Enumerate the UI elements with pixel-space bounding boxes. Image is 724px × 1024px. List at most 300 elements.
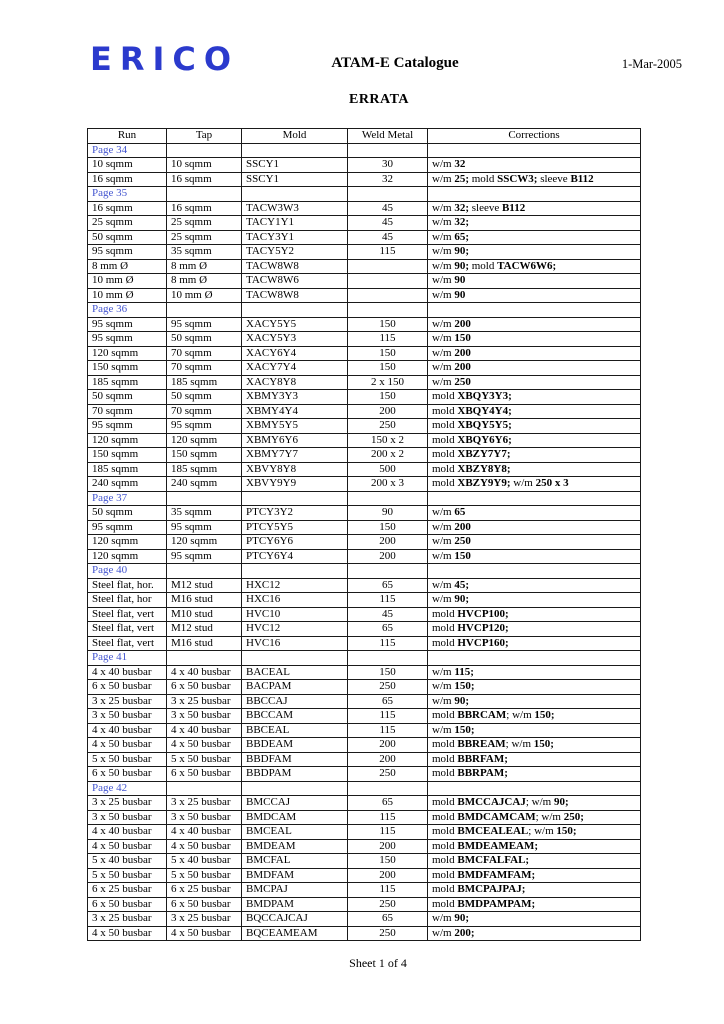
table-row <box>88 680 641 695</box>
cell-run: 3 x 50 busbar <box>88 810 167 825</box>
cell-corrections: w/m 150; <box>428 723 641 738</box>
cell-weld-metal: 115 <box>348 593 428 608</box>
cell-mold: BBDPAM <box>242 767 348 782</box>
cell-tap: 50 sqmm <box>167 390 242 405</box>
column-header-run: Run <box>88 129 167 144</box>
empty-cell <box>348 781 428 796</box>
cell-weld-metal: 250 <box>348 767 428 782</box>
empty-cell <box>428 491 641 506</box>
cell-tap: 50 sqmm <box>167 332 242 347</box>
table-row <box>88 593 641 608</box>
section-row <box>88 187 641 202</box>
table-row <box>88 738 641 753</box>
cell-mold: BMCFAL <box>242 854 348 869</box>
cell-run: 4 x 40 busbar <box>88 665 167 680</box>
cell-run: 240 sqmm <box>88 477 167 492</box>
cell-corrections: w/m 150 <box>428 549 641 564</box>
cell-tap: 3 x 50 busbar <box>167 810 242 825</box>
cell-mold: PTCY6Y4 <box>242 549 348 564</box>
empty-cell <box>348 143 428 158</box>
table-header-row <box>88 129 641 144</box>
cell-run: 5 x 50 busbar <box>88 752 167 767</box>
cell-run: 10 sqmm <box>88 158 167 173</box>
cell-weld-metal: 65 <box>348 622 428 637</box>
cell-mold: TACW8W8 <box>242 288 348 303</box>
cell-corrections: mold BMDEAMEAM; <box>428 839 641 854</box>
empty-cell <box>242 564 348 579</box>
empty-cell <box>167 143 242 158</box>
page-section-link[interactable]: Page 41 <box>88 651 167 666</box>
cell-weld-metal: 65 <box>348 796 428 811</box>
cell-run: 120 sqmm <box>88 346 167 361</box>
table-row <box>88 390 641 405</box>
cell-mold: BMDEAM <box>242 839 348 854</box>
empty-cell <box>242 651 348 666</box>
document-date: 1-Mar-2005 <box>621 57 682 71</box>
cell-run: 4 x 50 busbar <box>88 839 167 854</box>
cell-tap: M10 stud <box>167 607 242 622</box>
cell-mold: BMDCAM <box>242 810 348 825</box>
empty-cell <box>348 651 428 666</box>
cell-run: 95 sqmm <box>88 520 167 535</box>
cell-weld-metal: 200 <box>348 404 428 419</box>
section-row <box>88 781 641 796</box>
table-row <box>88 419 641 434</box>
table-row <box>88 259 641 274</box>
cell-tap: 95 sqmm <box>167 317 242 332</box>
column-header-mold: Mold <box>242 129 348 144</box>
cell-run: 16 sqmm <box>88 172 167 187</box>
page-section-link[interactable]: Page 34 <box>88 143 167 158</box>
cell-tap: 185 sqmm <box>167 375 242 390</box>
cell-corrections: w/m 115; <box>428 665 641 680</box>
cell-tap: 3 x 25 busbar <box>167 912 242 927</box>
cell-run: 185 sqmm <box>88 375 167 390</box>
table-row <box>88 245 641 260</box>
cell-run: 120 sqmm <box>88 433 167 448</box>
page-section-link[interactable]: Page 35 <box>88 187 167 202</box>
cell-run: Steel flat, hor. <box>88 578 167 593</box>
table-row <box>88 274 641 289</box>
cell-weld-metal: 45 <box>348 607 428 622</box>
table-row <box>88 810 641 825</box>
sheet-number: Sheet 1 of 4 <box>349 956 407 970</box>
cell-mold: BACEAL <box>242 665 348 680</box>
cell-run: 4 x 40 busbar <box>88 825 167 840</box>
cell-mold: XACY6Y4 <box>242 346 348 361</box>
cell-run: 50 sqmm <box>88 390 167 405</box>
cell-corrections: mold XBQY3Y3; <box>428 390 641 405</box>
empty-cell <box>167 564 242 579</box>
cell-tap: 95 sqmm <box>167 549 242 564</box>
table-row <box>88 912 641 927</box>
cell-run: 5 x 50 busbar <box>88 868 167 883</box>
table-row <box>88 535 641 550</box>
table-row <box>88 288 641 303</box>
cell-run: 4 x 50 busbar <box>88 738 167 753</box>
table-row <box>88 839 641 854</box>
cell-mold: TACY1Y1 <box>242 216 348 231</box>
table-row <box>88 854 641 869</box>
table-row <box>88 607 641 622</box>
cell-weld-metal: 150 x 2 <box>348 433 428 448</box>
cell-weld-metal: 115 <box>348 883 428 898</box>
cell-weld-metal: 45 <box>348 201 428 216</box>
cell-corrections: mold BMCPAJPAJ; <box>428 883 641 898</box>
cell-run: 120 sqmm <box>88 549 167 564</box>
cell-run: 6 x 50 busbar <box>88 680 167 695</box>
table-row <box>88 346 641 361</box>
cell-corrections: mold HVCP160; <box>428 636 641 651</box>
cell-weld-metal: 500 <box>348 462 428 477</box>
cell-mold: HVC12 <box>242 622 348 637</box>
cell-weld-metal: 65 <box>348 578 428 593</box>
cell-mold: XACY5Y3 <box>242 332 348 347</box>
cell-corrections: mold BMCCAJCAJ; w/m 90; <box>428 796 641 811</box>
cell-run: 6 x 50 busbar <box>88 767 167 782</box>
empty-cell <box>348 491 428 506</box>
cell-run: 185 sqmm <box>88 462 167 477</box>
cell-run: 150 sqmm <box>88 448 167 463</box>
empty-cell <box>242 491 348 506</box>
empty-cell <box>348 564 428 579</box>
cell-corrections: w/m 32 <box>428 158 641 173</box>
cell-mold: BMCCAJ <box>242 796 348 811</box>
cell-run: 150 sqmm <box>88 361 167 376</box>
empty-cell <box>428 143 641 158</box>
cell-weld-metal: 250 <box>348 897 428 912</box>
cell-weld-metal: 250 <box>348 419 428 434</box>
cell-tap: 6 x 50 busbar <box>167 897 242 912</box>
cell-run: 50 sqmm <box>88 230 167 245</box>
cell-mold: HXC12 <box>242 578 348 593</box>
table-row <box>88 332 641 347</box>
cell-run: 10 mm Ø <box>88 274 167 289</box>
cell-tap: M12 stud <box>167 622 242 637</box>
cell-mold: XACY8Y8 <box>242 375 348 390</box>
cell-weld-metal: 115 <box>348 245 428 260</box>
cell-tap: 4 x 50 busbar <box>167 926 242 941</box>
cell-mold: XBMY5Y5 <box>242 419 348 434</box>
table-row <box>88 375 641 390</box>
cell-weld-metal: 115 <box>348 825 428 840</box>
cell-tap: 5 x 50 busbar <box>167 752 242 767</box>
cell-mold: HVC10 <box>242 607 348 622</box>
cell-mold: BACPAM <box>242 680 348 695</box>
cell-corrections: w/m 45; <box>428 578 641 593</box>
cell-tap: 5 x 50 busbar <box>167 868 242 883</box>
cell-tap: 70 sqmm <box>167 404 242 419</box>
empty-cell <box>348 187 428 202</box>
table-row <box>88 549 641 564</box>
table-row <box>88 448 641 463</box>
cell-corrections: w/m 90; <box>428 245 641 260</box>
table-row <box>88 216 641 231</box>
cell-mold: XACY7Y4 <box>242 361 348 376</box>
cell-tap: 4 x 50 busbar <box>167 839 242 854</box>
cell-corrections: mold XBZY9Y9; w/m 250 x 3 <box>428 477 641 492</box>
cell-corrections: mold HVCP100; <box>428 607 641 622</box>
cell-weld-metal: 150 <box>348 854 428 869</box>
page-section-link[interactable]: Page 37 <box>88 491 167 506</box>
cell-tap: 70 sqmm <box>167 346 242 361</box>
table-row <box>88 825 641 840</box>
cell-weld-metal: 200 <box>348 549 428 564</box>
cell-tap: 35 sqmm <box>167 245 242 260</box>
cell-corrections: w/m 200 <box>428 346 641 361</box>
cell-mold: XBMY3Y3 <box>242 390 348 405</box>
table-row <box>88 520 641 535</box>
cell-weld-metal: 150 <box>348 390 428 405</box>
cell-run: Steel flat, vert <box>88 622 167 637</box>
cell-mold: XBMY4Y4 <box>242 404 348 419</box>
cell-mold: BBCEAL <box>242 723 348 738</box>
cell-run: 4 x 40 busbar <box>88 723 167 738</box>
cell-corrections: w/m 90; mold TACW6W6; <box>428 259 641 274</box>
cell-weld-metal: 45 <box>348 216 428 231</box>
cell-tap: 150 sqmm <box>167 448 242 463</box>
cell-corrections: mold HVCP120; <box>428 622 641 637</box>
cell-tap: 4 x 40 busbar <box>167 665 242 680</box>
table-row <box>88 723 641 738</box>
empty-cell <box>242 303 348 318</box>
cell-run: 8 mm Ø <box>88 259 167 274</box>
cell-corrections: w/m 250 <box>428 535 641 550</box>
cell-run: 16 sqmm <box>88 201 167 216</box>
cell-tap: 4 x 50 busbar <box>167 738 242 753</box>
cell-weld-metal: 150 <box>348 665 428 680</box>
table-row <box>88 158 641 173</box>
empty-cell <box>167 781 242 796</box>
cell-tap: 25 sqmm <box>167 230 242 245</box>
cell-corrections: w/m 65 <box>428 506 641 521</box>
cell-tap: 6 x 50 busbar <box>167 680 242 695</box>
cell-run: 3 x 25 busbar <box>88 694 167 709</box>
cell-weld-metal: 150 <box>348 317 428 332</box>
cell-corrections: w/m 90 <box>428 274 641 289</box>
cell-mold: TACW8W6 <box>242 274 348 289</box>
cell-corrections: w/m 150; <box>428 680 641 695</box>
cell-corrections: w/m 90; <box>428 694 641 709</box>
cell-mold: BMCPAJ <box>242 883 348 898</box>
cell-tap: 240 sqmm <box>167 477 242 492</box>
cell-mold: PTCY6Y6 <box>242 535 348 550</box>
cell-mold: XBMY6Y6 <box>242 433 348 448</box>
cell-tap: 120 sqmm <box>167 433 242 448</box>
cell-mold: BMDPAM <box>242 897 348 912</box>
table-row <box>88 361 641 376</box>
cell-tap: 16 sqmm <box>167 201 242 216</box>
cell-run: 6 x 50 busbar <box>88 897 167 912</box>
cell-weld-metal <box>348 259 428 274</box>
cell-weld-metal: 115 <box>348 709 428 724</box>
cell-tap: 6 x 50 busbar <box>167 767 242 782</box>
cell-corrections: mold BBRFAM; <box>428 752 641 767</box>
page-section-link[interactable]: Page 40 <box>88 564 167 579</box>
cell-run: 3 x 50 busbar <box>88 709 167 724</box>
cell-weld-metal: 32 <box>348 172 428 187</box>
table-row <box>88 709 641 724</box>
cell-mold: BQCCAJCAJ <box>242 912 348 927</box>
cell-corrections: mold BMDCAMCAM; w/m 250; <box>428 810 641 825</box>
cell-weld-metal: 115 <box>348 332 428 347</box>
cell-corrections: w/m 25; mold SSCW3; sleeve B112 <box>428 172 641 187</box>
cell-mold: PTCY5Y5 <box>242 520 348 535</box>
cell-mold: XACY5Y5 <box>242 317 348 332</box>
cell-tap: 4 x 40 busbar <box>167 825 242 840</box>
cell-weld-metal: 2 x 150 <box>348 375 428 390</box>
cell-weld-metal: 45 <box>348 230 428 245</box>
cell-corrections: w/m 90; <box>428 912 641 927</box>
cell-mold: TACY3Y1 <box>242 230 348 245</box>
empty-cell <box>428 651 641 666</box>
cell-mold: HVC16 <box>242 636 348 651</box>
cell-weld-metal: 200 <box>348 738 428 753</box>
cell-run: Steel flat, vert <box>88 607 167 622</box>
cell-corrections: w/m 90 <box>428 288 641 303</box>
cell-corrections: w/m 32; <box>428 216 641 231</box>
cell-corrections: w/m 200 <box>428 317 641 332</box>
cell-corrections: mold BMDFAMFAM; <box>428 868 641 883</box>
cell-run: Steel flat, hor <box>88 593 167 608</box>
cell-corrections: mold BMDPAMPAM; <box>428 897 641 912</box>
cell-mold: HXC16 <box>242 593 348 608</box>
cell-tap: 70 sqmm <box>167 361 242 376</box>
cell-run: Steel flat, vert <box>88 636 167 651</box>
cell-weld-metal: 65 <box>348 694 428 709</box>
table-row <box>88 506 641 521</box>
cell-weld-metal <box>348 274 428 289</box>
cell-corrections: w/m 150 <box>428 332 641 347</box>
section-row <box>88 491 641 506</box>
empty-cell <box>167 651 242 666</box>
table-row <box>88 694 641 709</box>
cell-run: 70 sqmm <box>88 404 167 419</box>
cell-tap: M12 stud <box>167 578 242 593</box>
table-row <box>88 172 641 187</box>
cell-tap: 95 sqmm <box>167 419 242 434</box>
errata-table <box>87 128 641 941</box>
cell-weld-metal: 200 <box>348 752 428 767</box>
cell-corrections: w/m 200; <box>428 926 641 941</box>
cell-corrections: mold XBQY6Y6; <box>428 433 641 448</box>
cell-tap: 3 x 25 busbar <box>167 796 242 811</box>
column-header-corrections: Corrections <box>428 129 641 144</box>
table-row <box>88 636 641 651</box>
cell-tap: 10 mm Ø <box>167 288 242 303</box>
cell-tap: 5 x 40 busbar <box>167 854 242 869</box>
empty-cell <box>167 187 242 202</box>
errata-heading: ERRATA <box>348 92 410 107</box>
page-section-link[interactable]: Page 36 <box>88 303 167 318</box>
cell-tap: 25 sqmm <box>167 216 242 231</box>
cell-run: 95 sqmm <box>88 332 167 347</box>
cell-weld-metal: 90 <box>348 506 428 521</box>
cell-tap: M16 stud <box>167 636 242 651</box>
cell-corrections: mold BMCFALFAL; <box>428 854 641 869</box>
table-row <box>88 767 641 782</box>
cell-run: 3 x 25 busbar <box>88 912 167 927</box>
cell-weld-metal: 200 x 3 <box>348 477 428 492</box>
empty-cell <box>242 781 348 796</box>
table-row <box>88 578 641 593</box>
cell-run: 50 sqmm <box>88 506 167 521</box>
table-row <box>88 404 641 419</box>
cell-corrections: w/m 200 <box>428 361 641 376</box>
erico-logo: ERICO <box>90 40 240 78</box>
cell-run: 6 x 25 busbar <box>88 883 167 898</box>
cell-tap: 10 sqmm <box>167 158 242 173</box>
cell-weld-metal: 200 <box>348 868 428 883</box>
document-title: ATAM-E Catalogue <box>331 55 459 71</box>
cell-mold: BQCEAMEAM <box>242 926 348 941</box>
cell-weld-metal: 30 <box>348 158 428 173</box>
empty-cell <box>428 781 641 796</box>
cell-tap: 16 sqmm <box>167 172 242 187</box>
cell-tap: 3 x 50 busbar <box>167 709 242 724</box>
table-row <box>88 883 641 898</box>
cell-corrections: mold BBRPAM; <box>428 767 641 782</box>
cell-run: 4 x 50 busbar <box>88 926 167 941</box>
cell-run: 10 mm Ø <box>88 288 167 303</box>
cell-corrections: mold BBREAM; w/m 150; <box>428 738 641 753</box>
table-row <box>88 665 641 680</box>
cell-weld-metal: 150 <box>348 346 428 361</box>
empty-cell <box>242 187 348 202</box>
cell-weld-metal: 150 <box>348 520 428 535</box>
cell-mold: SSCY1 <box>242 158 348 173</box>
cell-corrections: w/m 65; <box>428 230 641 245</box>
cell-tap: 185 sqmm <box>167 462 242 477</box>
empty-cell <box>428 303 641 318</box>
cell-mold: BBDEAM <box>242 738 348 753</box>
cell-weld-metal: 250 <box>348 926 428 941</box>
page-section-link[interactable]: Page 42 <box>88 781 167 796</box>
cell-tap: M16 stud <box>167 593 242 608</box>
cell-run: 95 sqmm <box>88 245 167 260</box>
cell-corrections: mold XBQY4Y4; <box>428 404 641 419</box>
cell-run: 95 sqmm <box>88 419 167 434</box>
section-row <box>88 651 641 666</box>
table-row <box>88 796 641 811</box>
table-row <box>88 230 641 245</box>
cell-tap: 6 x 25 busbar <box>167 883 242 898</box>
cell-corrections: w/m 90; <box>428 593 641 608</box>
empty-cell <box>167 491 242 506</box>
table-row <box>88 622 641 637</box>
table-row <box>88 477 641 492</box>
cell-mold: BMDFAM <box>242 868 348 883</box>
cell-mold: BMCEAL <box>242 825 348 840</box>
empty-cell <box>348 303 428 318</box>
cell-weld-metal: 115 <box>348 810 428 825</box>
cell-tap: 8 mm Ø <box>167 259 242 274</box>
cell-weld-metal: 200 x 2 <box>348 448 428 463</box>
cell-run: 25 sqmm <box>88 216 167 231</box>
cell-run: 120 sqmm <box>88 535 167 550</box>
errata-table-body <box>88 143 641 941</box>
cell-tap: 120 sqmm <box>167 535 242 550</box>
table-row <box>88 462 641 477</box>
cell-weld-metal: 250 <box>348 680 428 695</box>
cell-corrections: mold BMCEALEAL; w/m 150; <box>428 825 641 840</box>
table-row <box>88 752 641 767</box>
section-row <box>88 303 641 318</box>
cell-mold: BBCCAJ <box>242 694 348 709</box>
cell-mold: TACW3W3 <box>242 201 348 216</box>
empty-cell <box>428 564 641 579</box>
cell-mold: XBMY7Y7 <box>242 448 348 463</box>
